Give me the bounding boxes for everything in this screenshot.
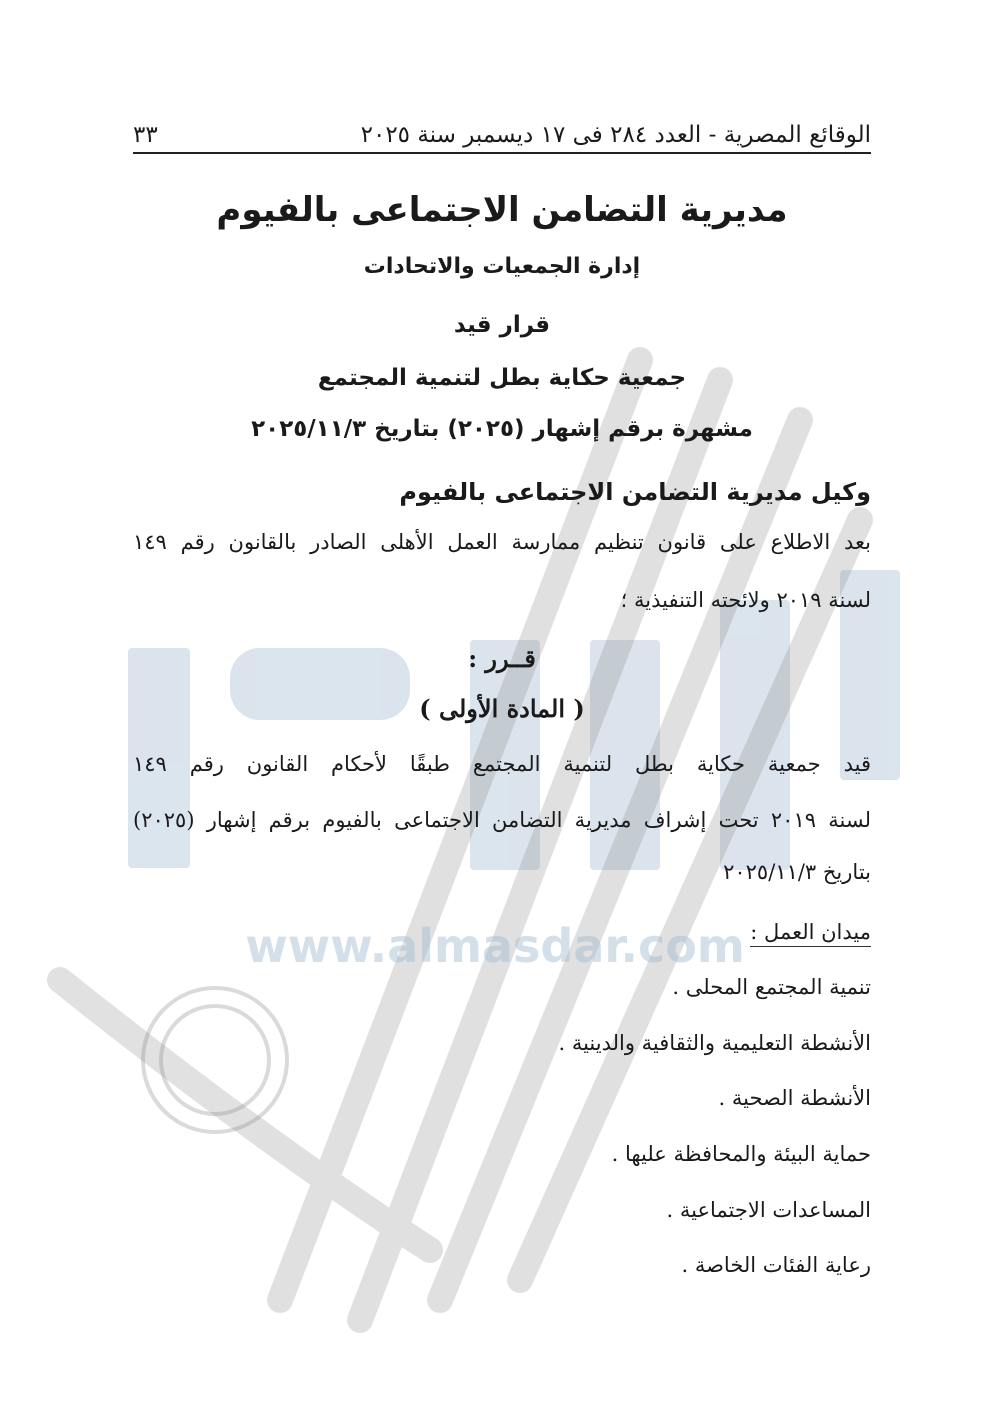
article-line-2: لسنة ٢٠١٩ تحت إشراف مديرية التضامن الاجتماعى بالفيوم برقم إشهار (٢٠٢٥) — [133, 808, 871, 832]
preamble-line-2: لسنة ٢٠١٩ ولائحته التنفيذية ؛ — [620, 588, 871, 612]
decided-label: قــرر : — [468, 644, 536, 673]
article-label: ( المادة الأولى ) — [419, 694, 585, 723]
page-header — [133, 110, 871, 154]
decree-label: قرار قيد — [453, 312, 551, 338]
list-item: حماية البيئة والمحافظة عليها . — [611, 1142, 871, 1166]
list-item: الأنشطة الصحية . — [718, 1086, 871, 1110]
gazette-issue-line: الوقائع المصرية - العدد ٢٨٤ فى ١٧ ديسمبر سنة ٢٠٢٥ — [360, 122, 871, 148]
page-number: ٣٣ — [133, 122, 158, 148]
registration-line: مشهرة برقم إشهار (٢٠٢٥) بتاريخ ٢٠٢٥/١١/٣ — [251, 416, 753, 442]
article-line-3: بتاريخ ٢٠٢٥/١١/٣ — [723, 860, 871, 884]
article-line-1: قيد جمعية حكاية بطل لتنمية المجتمع طبقًا لأحكام القانون رقم ١٤٩ — [133, 752, 871, 776]
list-item: الأنشطة التعليمية والثقافية والدينية . — [558, 1031, 871, 1055]
field-of-work-label: ميدان العمل : — [750, 920, 871, 947]
deputy-title: وكيل مديرية التضامن الاجتماعى بالفيوم — [399, 478, 871, 506]
page-title: مديرية التضامن الاجتماعى بالفيوم — [216, 190, 788, 230]
preamble-line-1: بعد الاطلاع على قانون تنظيم ممارسة العمل الأهلى الصادر بالقانون رقم ١٤٩ — [133, 530, 871, 554]
department-subtitle: إدارة الجمعيات والاتحادات — [363, 254, 641, 279]
list-item: رعاية الفئات الخاصة . — [681, 1253, 871, 1277]
association-name: جمعية حكاية بطل لتنمية المجتمع — [317, 365, 687, 391]
list-item: المساعدات الاجتماعية . — [666, 1198, 871, 1222]
watermark-url: www.almasdar.com — [245, 919, 745, 973]
list-item: تنمية المجتمع المحلى . — [672, 975, 871, 999]
